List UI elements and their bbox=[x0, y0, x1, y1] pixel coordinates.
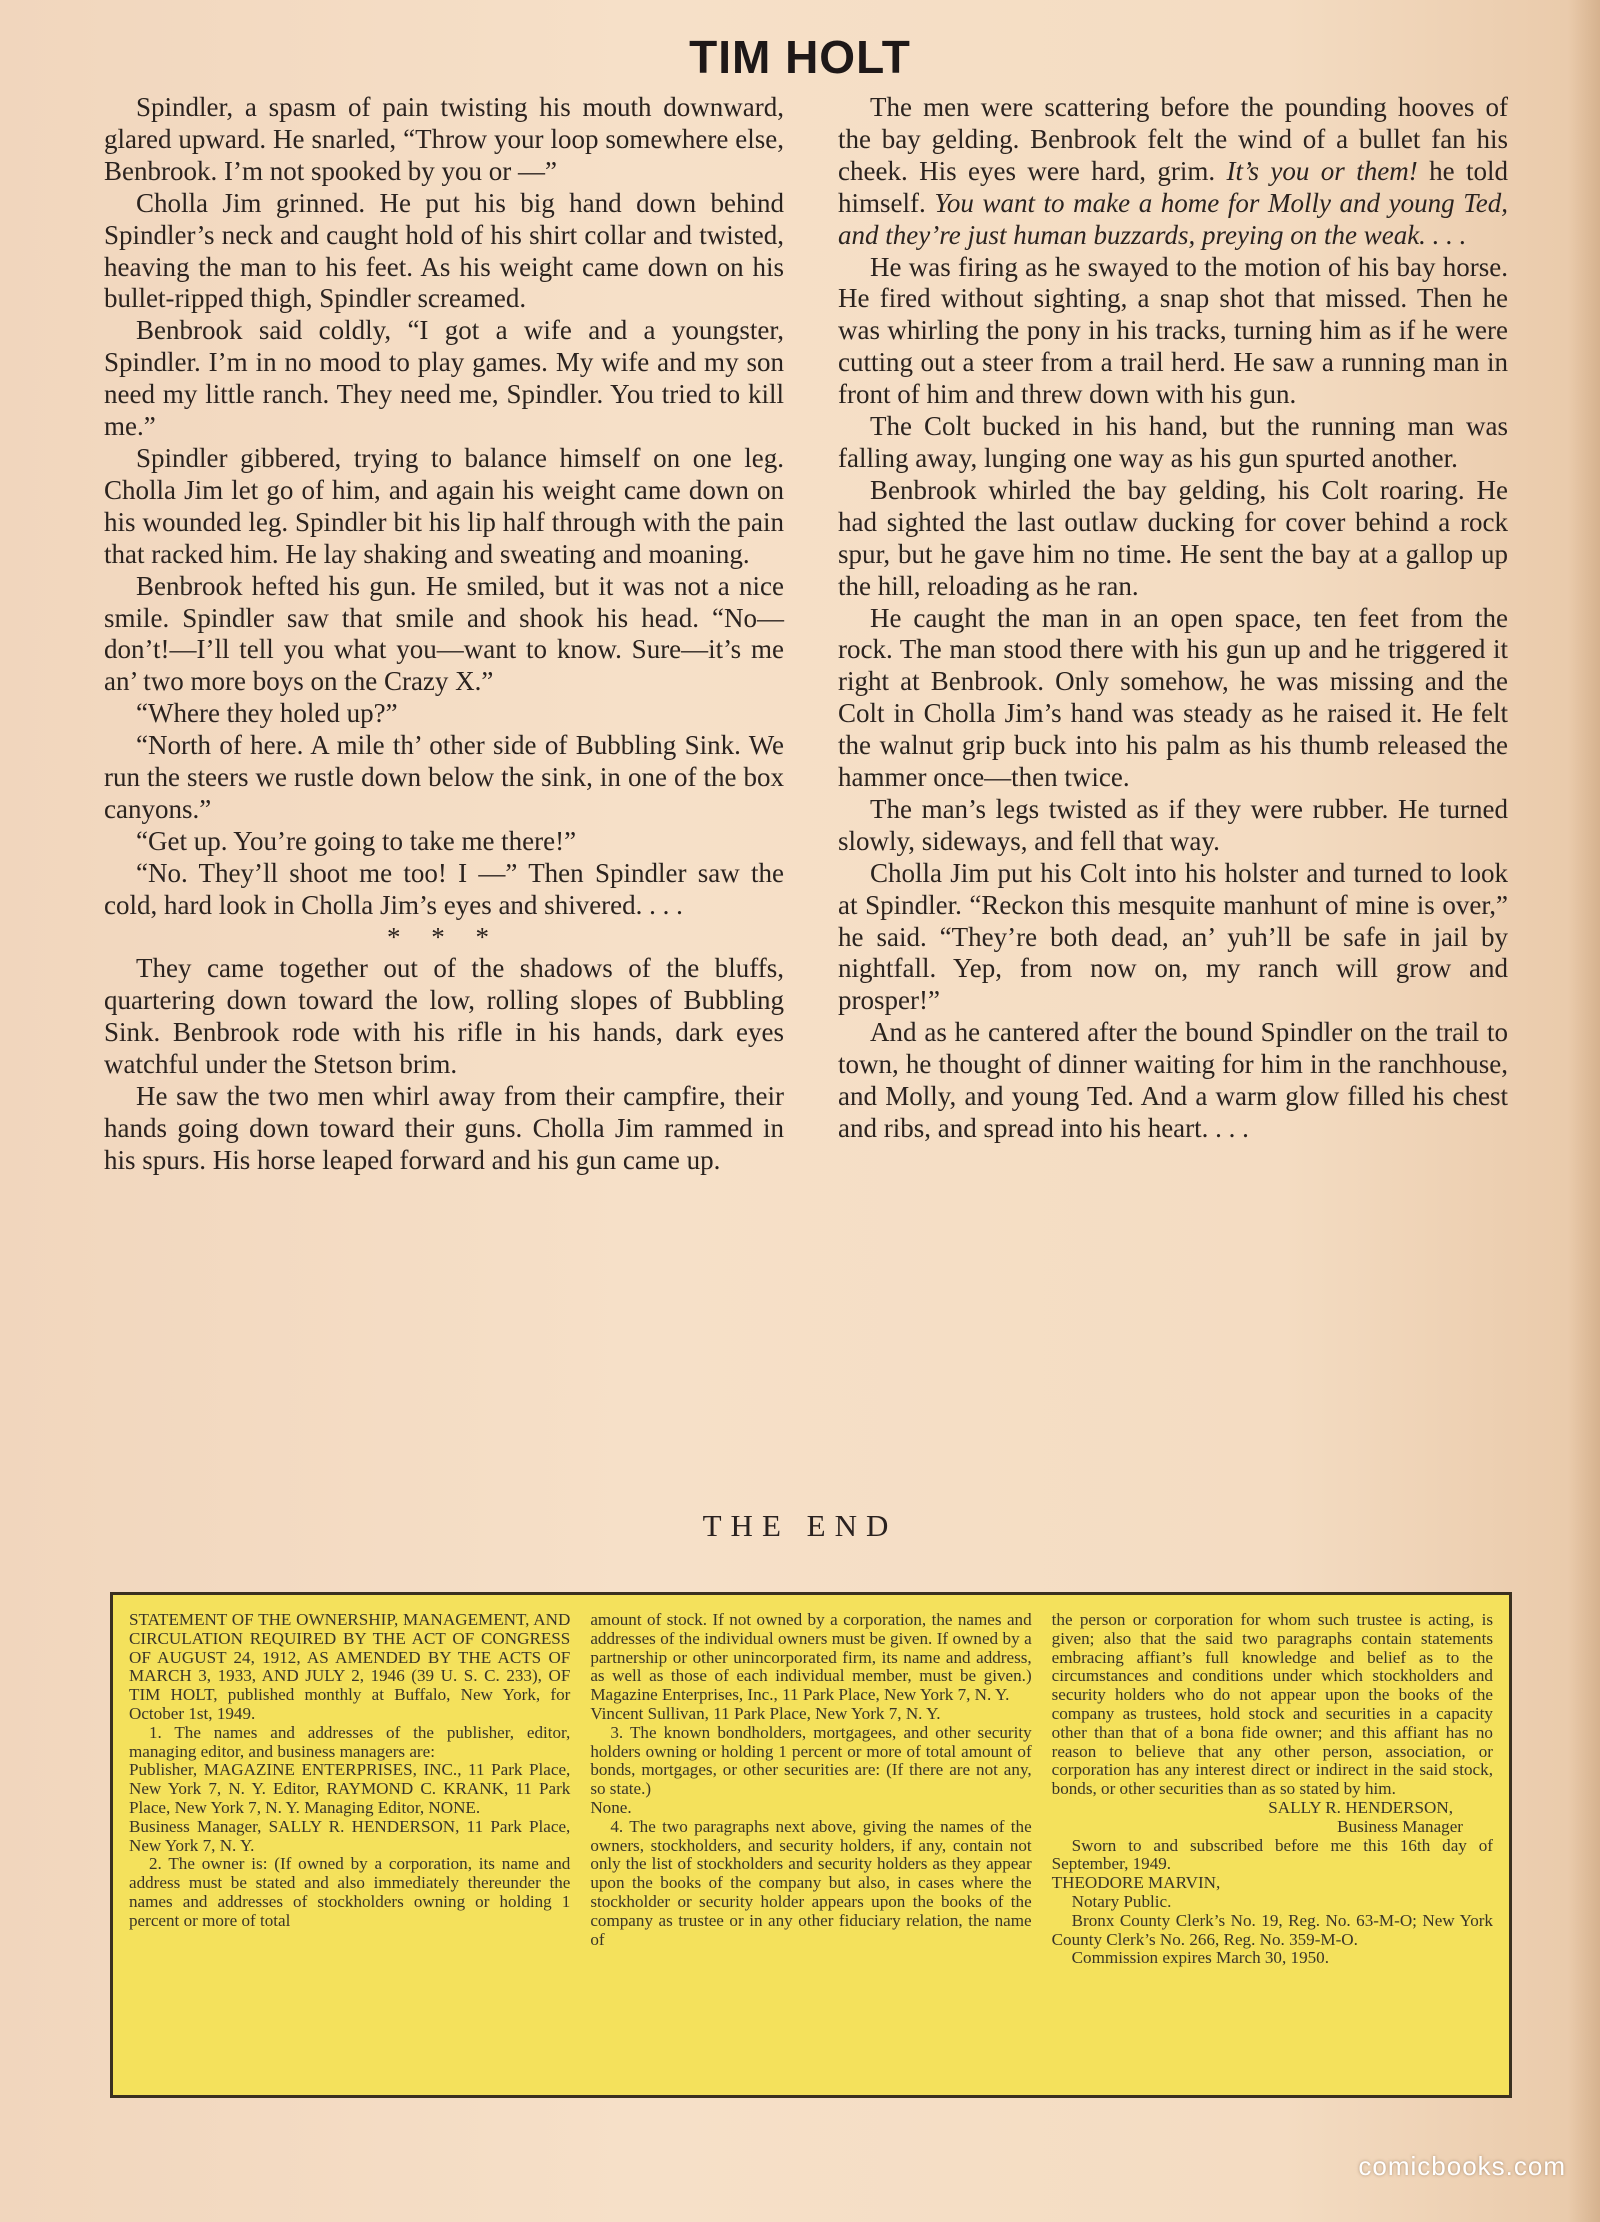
statement-paragraph: Sworn to and subscribed before me this 16th day of September, 1949. bbox=[1051, 1835, 1493, 1874]
story-paragraph: “Get up. You’re going to take me there!” bbox=[136, 825, 577, 856]
story-paragraph: “Where they holed up?” bbox=[136, 698, 398, 729]
story-paragraph: Cholla Jim put his Colt into his holster and turned to look at Spindler. “Reckon this mesquite manhunt of mine is over,” he said. “They’re both dead, an’ yuh’ll be safe in jail by nightfall. Yep, from now on, my ranch will grow and prosper!” bbox=[838, 857, 1508, 1016]
signature-name: SALLY R. HENDERSON, bbox=[1268, 1797, 1453, 1817]
story-italic-text: You want to make a home for Molly and young Ted, and they’re just human buzzards, preying on the weak. . . . bbox=[838, 187, 1508, 250]
story-paragraph: Cholla Jim grinned. He put his big hand down behind Spindler’s neck and caught hold of his shirt collar and twisted, heaving the man to his feet. As his weight came down on his bullet-ripped thigh, Spindler screamed. bbox=[104, 187, 784, 314]
statement-paragraph: Bronx County Clerk’s No. 19, Reg. No. 63-M-O; New York County Clerk’s No. 266, Reg. No. 359-M-O. bbox=[1051, 1910, 1493, 1949]
story-paragraph bbox=[838, 92, 1508, 252]
statement-paragraph: None. bbox=[590, 1797, 632, 1817]
statement-column-3 bbox=[1052, 1611, 1493, 2083]
statement-column-2 bbox=[590, 1611, 1031, 2083]
site-watermark: comicbooks.com bbox=[1358, 2151, 1566, 2181]
statement-paragraph: 3. The known bondholders, mortgagees, and other security holders owning or holding 1 percent or more of total amount of bonds, mortgages, or other securities are: (If there are not any, so state.) bbox=[590, 1722, 1032, 1799]
story-paragraph: Spindler gibbered, trying to balance himself on one leg. Cholla Jim let go of him, and again his weight came down on his wounded leg. Spindler bit his lip half through with the pain that racked him. He lay shaking and sweating and moaning. bbox=[104, 442, 784, 569]
story-paragraph: The man’s legs twisted as if they were rubber. He turned slowly, sideways, and fell that way. bbox=[838, 793, 1508, 856]
statement-paragraph: Publisher, MAGAZINE ENTERPRISES, INC., 11 Park Place, New York 7, N. Y. Editor, RAYMOND C. KRANK, 11 Park Place, New York 7, N. Y. Managing Editor, NONE. bbox=[129, 1760, 571, 1817]
story-italic-text: It’s you or them! bbox=[1226, 155, 1418, 186]
story-paragraph: He was firing as he swayed to the motion of his bay horse. He fired without sighting, a snap shot that missed. Then he was whirling the pony in his tracks, turning him as if he were cutting out a steer from a trail herd. He saw a running man in front of him and threw down with his gun. bbox=[838, 251, 1508, 410]
commission-expiry: Commission expires March 30, 1950. bbox=[1071, 1948, 1329, 1968]
story-paragraph: Benbrook said coldly, “I got a wife and a youngster, Spindler. I’m in no mood to play games. My wife and my son need my little ranch. They need me, Spindler. You tried to kill me.” bbox=[104, 315, 784, 442]
story-paragraph: Benbrook hefted his gun. He smiled, but it was not a nice smile. Spindler saw that smile and shook his head. “No—don’t!—I’ll tell you what you—want to know. Sure—it’s me an’ two more boys on the Crazy X.” bbox=[104, 570, 784, 697]
statement-paragraph: amount of stock. If not owned by a corporation, the names and addresses of the individual owners must be given. If owned by a partnership or other unincorporated firm, its name and address, as well as those of each individual member, must be given.) Magazine Enterprises, Inc., 11 Park Place, New York 7, N. Y. bbox=[590, 1610, 1032, 1705]
statement-paragraph: the person or corporation for whom such trustee is acting, is given; also that the said two paragraphs contain statements embracing affiant’s full knowledge and belief as to the circumstances and conditions under which stockholders and security holders who do not appear upon the books of the company as trustees, hold stock and securities in a capacity other than that of a bona fide owner; and this affiant has no reason to believe that any other person, association, or corporation has any interest direct or indirect in the said stock, bonds, or other securities than as so stated by him. bbox=[1051, 1610, 1493, 1799]
statement-paragraph: 2. The owner is: (If owned by a corporation, its name and address must be stated and also immediately thereunder the names and addresses of stockholders owning or holding 1 percent or more of total bbox=[129, 1854, 571, 1930]
story-paragraph: Spindler, a spasm of pain twisting his mouth downward, glared upward. He snarled, “Throw your loop somewhere else, Benbrook. I’m not spooked by you or —” bbox=[104, 92, 784, 186]
story-paragraph: “No. They’ll shoot me too! I —” Then Spindler saw the cold, hard look in Cholla Jim’s eyes and shivered. . . . bbox=[104, 857, 784, 920]
notary-title: Notary Public. bbox=[1071, 1891, 1172, 1911]
story-paragraph: The Colt bucked in his hand, but the running man was falling away, lunging one way as his gun spurted another. bbox=[838, 411, 1508, 473]
the-end-label: THE END bbox=[702, 1508, 898, 1543]
page-edge-shadow bbox=[1568, 0, 1600, 2222]
story-paragraph: He saw the two men whirl away from their campfire, their hands going down toward their guns. Cholla Jim rammed in his spurs. His horse leaped forward and his gun came up. bbox=[104, 1081, 784, 1175]
story-paragraph: He caught the man in an open space, ten feet from the rock. The man stood there with his gun up and he triggered it right at Benbrook. Only somehow, he was missing and the Colt in Cholla Jim’s hand was steady as he raised it. He felt the walnut grip buck into his palm as his thumb released the hammer once—then twice. bbox=[838, 602, 1508, 793]
statement-column-1 bbox=[129, 1611, 570, 2083]
statement-paragraph: 1. The names and addresses of the publisher, editor, managing editor, and business managers are: bbox=[129, 1722, 571, 1761]
page-title: TIM HOLT bbox=[689, 31, 911, 83]
section-break: * * * bbox=[387, 921, 501, 952]
statement-paragraph: Business Manager, SALLY R. HENDERSON, 11 Park Place, New York 7, N. Y. bbox=[129, 1816, 571, 1855]
ownership-statement-box bbox=[110, 1592, 1512, 2098]
story-column-left bbox=[104, 92, 784, 1177]
story-paragraph: They came together out of the shadows of the bluffs, quartering down toward the low, rolling slopes of Bubbling Sink. Benbrook rode with his rifle in his hands, dark eyes watchful under the Stetson brim. bbox=[104, 953, 784, 1080]
story-paragraph: And as he cantered after the bound Spindler on the trail to town, he thought of dinner waiting for him in the ranchhouse, and Molly, and young Ted. And a warm glow filled his chest and ribs, and spread into his heart. . . . bbox=[838, 1017, 1508, 1143]
notary-name: THEODORE MARVIN, bbox=[1051, 1873, 1221, 1893]
story-paragraph: Benbrook whirled the bay gelding, his Colt roaring. He had sighted the last outlaw ducking for cover behind a rock spur, but he gave him no time. He sent the bay at a gallop up the hill, reloading as he ran. bbox=[838, 474, 1508, 601]
story-text: The men were scattering before the pounding hooves of the bay gelding. Benbrook felt the wind of a bullet fan his cheek. His eyes were hard, grim. bbox=[838, 92, 1508, 186]
statement-paragraph: Vincent Sullivan, 11 Park Place, New York 7, N. Y. bbox=[590, 1703, 941, 1723]
story-column-right bbox=[838, 92, 1508, 1145]
story-text: he told himself. bbox=[838, 155, 1508, 218]
story-paragraph: “North of here. A mile th’ other side of Bubbling Sink. We run the steers we rustle down below the sink, in one of the box canyons.” bbox=[104, 730, 784, 824]
statement-heading: STATEMENT OF THE OWNERSHIP, MANAGEMENT, AND CIRCULATION REQUIRED BY THE ACT OF CONGRESS OF AUGUST 24, 1912, AS AMENDED BY THE ACTS OF MARCH 3, 1933, AND JULY 2, 1946 (39 U. S. C. 233), OF TIM HOLT, published monthly at Buffalo, New York, for October 1st, 1949. bbox=[129, 1610, 571, 1723]
signature-title: Business Manager bbox=[1337, 1816, 1463, 1836]
statement-paragraph: 4. The two paragraphs next above, giving the names of the owners, stockholders, and security holders, if any, contain not only the list of stockholders and security holders as they appear upon the books of the company but also, in cases where the stockholder or security holder appears upon the books of the company as trustee or in any other fiduciary relation, the name of bbox=[590, 1816, 1032, 1949]
